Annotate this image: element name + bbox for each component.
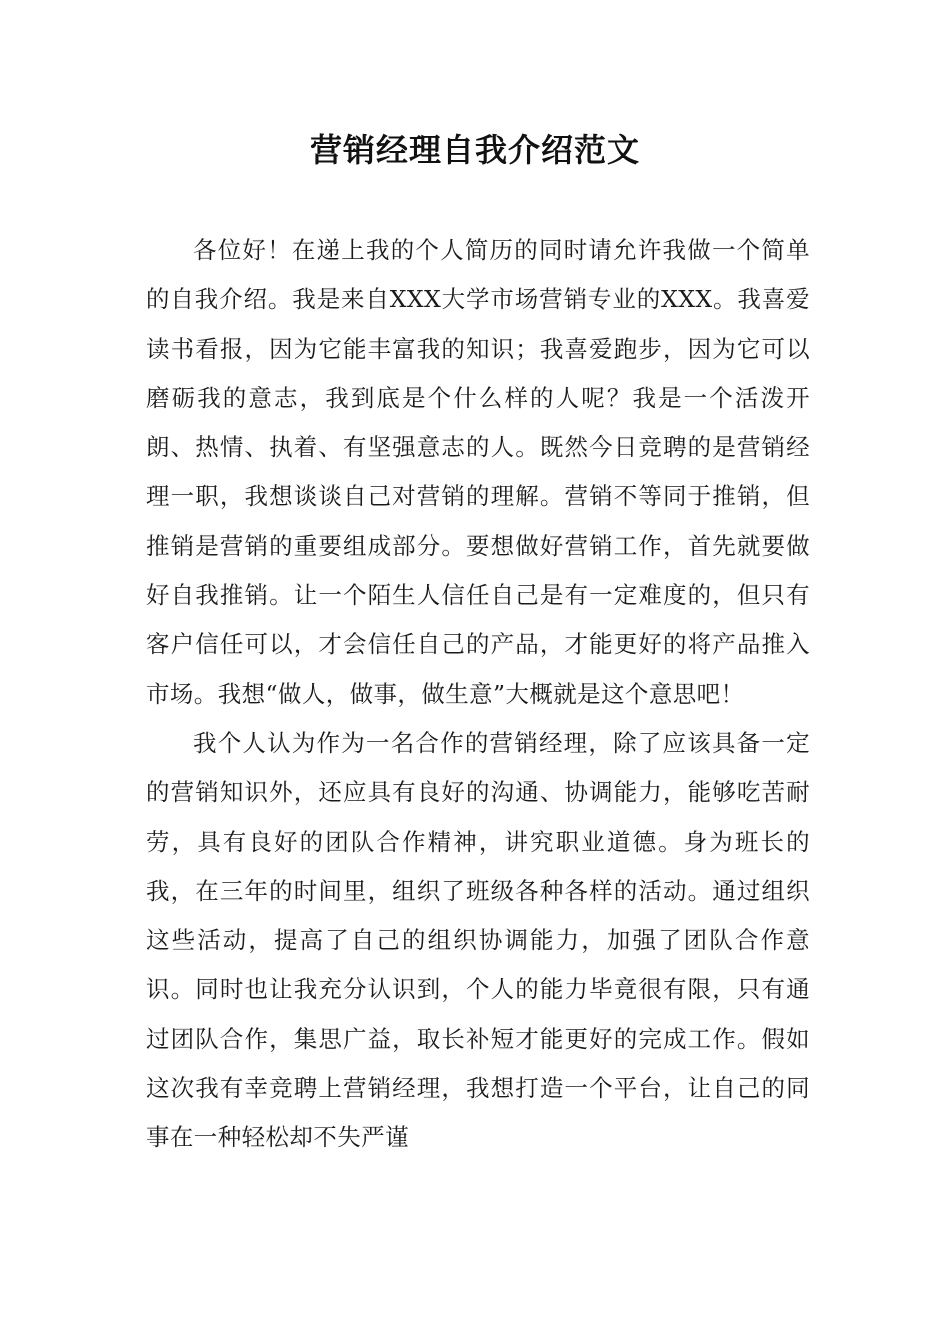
paragraph-2: 我个人认为作为一名合作的营销经理，除了应该具备一定的营销知识外，还应具有良好的沟通、协调能力，能够吃苦耐劳，具有良好的团队合作精神，讲究职业道德。身为班长的我，在三年的时间里，组织了班级各种各样的活动。通过组织这些活动，提高了自己的组织协调能力，加强了团队合作意识。同时也让我充分认识到，个人的能力毕竟很有限，只有通过团队合作，集思广益，取长补短才能更好的完成工作。假如这次我有幸竞聘上营销经理，我想打造一个平台，让自己的同事在一种轻松却不失严谨 — [146, 728, 810, 1152]
document-body — [146, 226, 810, 1163]
paragraph-1: 各位好！在递上我的个人简历的同时请允许我做一个简单的自我介绍。我是来自XXX大学市场营销专业的XXX。我喜爱读书看报，因为它能丰富我的知识；我喜爱跑步，因为它可以磨砺我的意志，我到底是个什么样的人呢？我是一个活泼开朗、热情、执着、有坚强意志的人。既然今日竞聘的是营销经理一职，我想谈谈自己对营销的理解。营销不等同于推销，但推销是营销的重要组成部分。要想做好营销工作，首先就要做好自我推销。让一个陌生人信任自己是有一定难度的，但只有客户信任可以，才会信任自己的产品，才能更好的将产品推入市场。我想“做人，做事，做生意”大概就是这个意思吧！ — [146, 236, 810, 708]
document-title: 营销经理自我介绍范文 — [309, 131, 640, 169]
